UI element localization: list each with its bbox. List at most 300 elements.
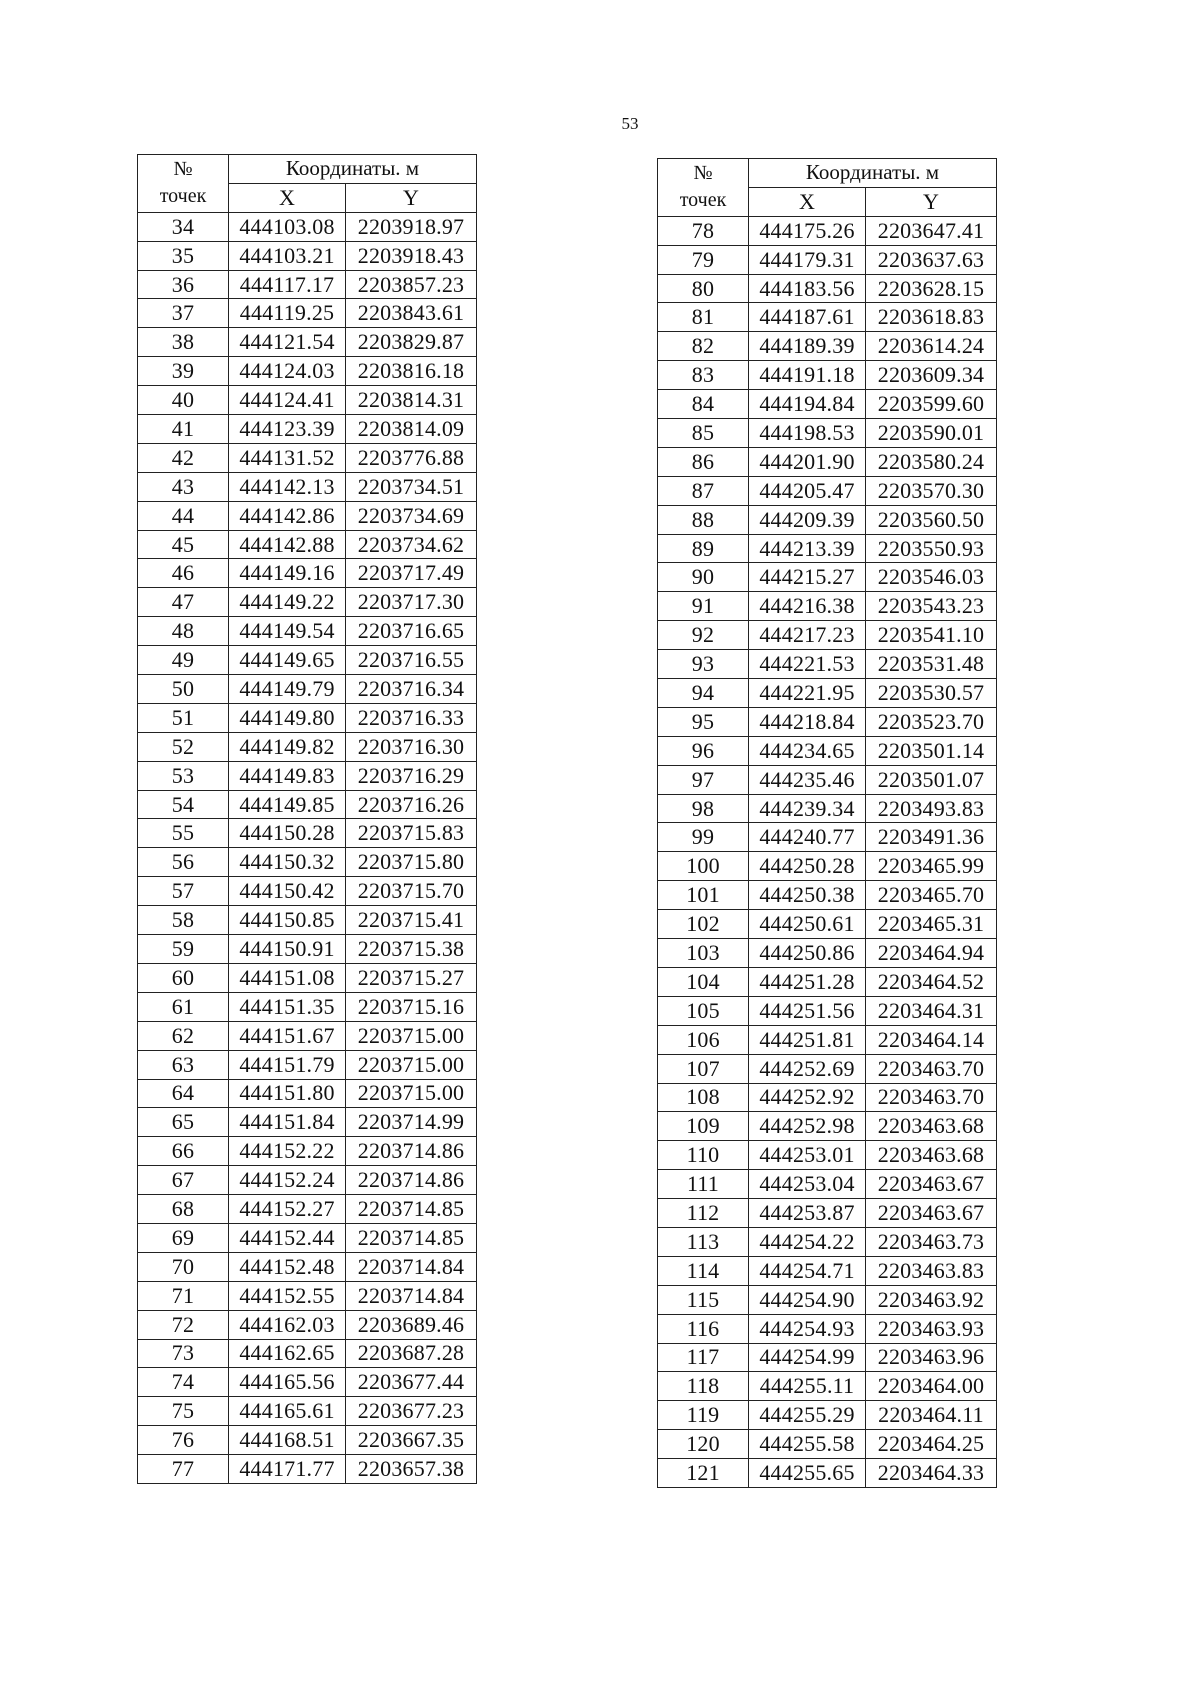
x-coordinate-cell: 444149.54 (229, 617, 346, 646)
point-number-cell: 70 (138, 1252, 229, 1281)
table-row (138, 1166, 477, 1195)
table-row (658, 765, 997, 794)
y-coordinate-cell: 2203523.70 (866, 707, 997, 736)
y-coordinate-cell: 2203918.43 (346, 241, 477, 270)
y-coordinate-cell: 2203464.33 (866, 1459, 997, 1488)
point-number-cell: 102 (658, 910, 749, 939)
x-coordinate-cell: 444239.34 (749, 794, 866, 823)
x-coordinate-cell: 444198.53 (749, 419, 866, 448)
table-row (658, 1025, 997, 1054)
table-row (138, 617, 477, 646)
y-coordinate-cell: 2203463.73 (866, 1227, 997, 1256)
table-row (138, 992, 477, 1021)
y-coordinate-cell: 2203464.31 (866, 996, 997, 1025)
point-number-cell: 50 (138, 675, 229, 704)
y-coordinate-cell: 2203463.70 (866, 1083, 997, 1112)
table-row (138, 732, 477, 761)
table-row (138, 241, 477, 270)
x-coordinate-cell: 444151.67 (229, 1021, 346, 1050)
x-coordinate-cell: 444201.90 (749, 447, 866, 476)
y-coordinate-cell: 2203714.84 (346, 1281, 477, 1310)
point-number-cell: 49 (138, 646, 229, 675)
x-coordinate-cell: 444124.03 (229, 357, 346, 386)
x-coordinate-cell: 444255.65 (749, 1459, 866, 1488)
table-row (658, 679, 997, 708)
table-row (138, 906, 477, 935)
y-coordinate-cell: 2203717.30 (346, 588, 477, 617)
table-row (138, 270, 477, 299)
y-coordinate-cell: 2203714.86 (346, 1166, 477, 1195)
table-row (658, 996, 997, 1025)
table-row (138, 1281, 477, 1310)
table-row (138, 1368, 477, 1397)
point-number-cell: 103 (658, 939, 749, 968)
point-number-cell: 86 (658, 447, 749, 476)
coordinates-header: Координаты. м (749, 159, 997, 188)
page-number: 53 (621, 114, 639, 133)
y-coordinate-cell: 2203776.88 (346, 443, 477, 472)
table-row (658, 707, 997, 736)
x-coordinate-cell: 444152.27 (229, 1195, 346, 1224)
x-coordinate-cell: 444221.53 (749, 650, 866, 679)
table-row (138, 328, 477, 357)
table-row (138, 646, 477, 675)
table-row (138, 1021, 477, 1050)
y-coordinate-cell: 2203716.34 (346, 675, 477, 704)
y-coordinate-cell: 2203501.07 (866, 765, 997, 794)
x-coordinate-cell: 444151.79 (229, 1050, 346, 1079)
table-row (658, 1227, 997, 1256)
x-coordinate-cell: 444152.22 (229, 1137, 346, 1166)
table-row (658, 1459, 997, 1488)
table-row (658, 274, 997, 303)
y-coordinate-cell: 2203465.99 (866, 852, 997, 881)
x-coordinate-cell: 444152.44 (229, 1223, 346, 1252)
y-coordinate-cell: 2203463.67 (866, 1170, 997, 1199)
x-coordinate-cell: 444123.39 (229, 415, 346, 444)
point-number-cell: 68 (138, 1195, 229, 1224)
x-coordinate-cell: 444254.71 (749, 1256, 866, 1285)
x-coordinate-cell: 444131.52 (229, 443, 346, 472)
x-coordinate-cell: 444254.99 (749, 1343, 866, 1372)
point-number-cell: 72 (138, 1310, 229, 1339)
coordinates-table-left (137, 154, 477, 1484)
x-coordinate-cell: 444240.77 (749, 823, 866, 852)
point-number-cell: 61 (138, 992, 229, 1021)
y-coordinate-cell: 2203543.23 (866, 592, 997, 621)
table-row (658, 1430, 997, 1459)
x-coordinate-cell: 444235.46 (749, 765, 866, 794)
y-coordinate-cell: 2203716.26 (346, 790, 477, 819)
x-coordinate-cell: 444142.88 (229, 530, 346, 559)
x-coordinate-cell: 444162.03 (229, 1310, 346, 1339)
x-coordinate-cell: 444119.25 (229, 299, 346, 328)
x-coordinate-cell: 444255.58 (749, 1430, 866, 1459)
y-coordinate-cell: 2203734.62 (346, 530, 477, 559)
table-row (138, 1426, 477, 1455)
point-number-cell: 104 (658, 967, 749, 996)
table-row (138, 501, 477, 530)
table-row (658, 592, 997, 621)
table-row (138, 819, 477, 848)
x-coordinate-cell: 444250.61 (749, 910, 866, 939)
table-row (658, 1083, 997, 1112)
table-row (658, 1343, 997, 1372)
point-number-header: № точек (138, 155, 229, 213)
x-coordinate-cell: 444213.39 (749, 534, 866, 563)
y-coordinate-cell: 2203628.15 (866, 274, 997, 303)
y-column-header: Y (866, 187, 997, 216)
table-body (658, 216, 997, 1487)
coordinates-header: Координаты. м (229, 155, 477, 184)
table-row (658, 1112, 997, 1141)
x-coordinate-cell: 444149.83 (229, 761, 346, 790)
table-row (658, 1141, 997, 1170)
point-number-cell: 77 (138, 1455, 229, 1484)
table-body (138, 212, 477, 1483)
table-row (138, 1137, 477, 1166)
point-number-cell: 38 (138, 328, 229, 357)
table-row (138, 1050, 477, 1079)
point-number-cell: 57 (138, 877, 229, 906)
table-row (138, 1397, 477, 1426)
table-row (658, 881, 997, 910)
y-coordinate-cell: 2203580.24 (866, 447, 997, 476)
point-number-cell: 45 (138, 530, 229, 559)
point-number-cell: 100 (658, 852, 749, 881)
point-number-cell: 96 (658, 736, 749, 765)
table-row (658, 390, 997, 419)
y-coordinate-cell: 2203716.33 (346, 703, 477, 732)
point-number-cell: 42 (138, 443, 229, 472)
y-coordinate-cell: 2203843.61 (346, 299, 477, 328)
point-number-cell: 117 (658, 1343, 749, 1372)
x-coordinate-cell: 444103.08 (229, 212, 346, 241)
x-coordinate-cell: 444149.82 (229, 732, 346, 761)
y-coordinate-cell: 2203618.83 (866, 303, 997, 332)
coordinates-table-right (657, 158, 997, 1488)
point-number-cell: 108 (658, 1083, 749, 1112)
table-row (138, 472, 477, 501)
x-coordinate-cell: 444252.92 (749, 1083, 866, 1112)
y-coordinate-cell: 2203715.16 (346, 992, 477, 1021)
table-row (658, 361, 997, 390)
y-coordinate-cell: 2203550.93 (866, 534, 997, 563)
y-coordinate-cell: 2203715.70 (346, 877, 477, 906)
y-coordinate-cell: 2203541.10 (866, 621, 997, 650)
point-number-cell: 47 (138, 588, 229, 617)
y-coordinate-cell: 2203715.00 (346, 1050, 477, 1079)
y-coordinate-cell: 2203814.09 (346, 415, 477, 444)
point-number-cell: 98 (658, 794, 749, 823)
table-row (138, 1079, 477, 1108)
table-row (138, 790, 477, 819)
x-coordinate-cell: 444253.01 (749, 1141, 866, 1170)
x-coordinate-cell: 444149.22 (229, 588, 346, 617)
table-row (658, 794, 997, 823)
x-coordinate-cell: 444165.56 (229, 1368, 346, 1397)
table-row (658, 447, 997, 476)
x-coordinate-cell: 444149.85 (229, 790, 346, 819)
y-coordinate-cell: 2203734.69 (346, 501, 477, 530)
table-row (658, 476, 997, 505)
y-coordinate-cell: 2203716.29 (346, 761, 477, 790)
point-number-cell: 112 (658, 1199, 749, 1228)
point-number-cell: 101 (658, 881, 749, 910)
y-coordinate-cell: 2203570.30 (866, 476, 997, 505)
table-row (658, 1285, 997, 1314)
y-coordinate-cell: 2203647.41 (866, 216, 997, 245)
x-coordinate-cell: 444253.04 (749, 1170, 866, 1199)
point-number-cell: 43 (138, 472, 229, 501)
table-row (138, 1310, 477, 1339)
y-column-header: Y (346, 183, 477, 212)
point-number-cell: 48 (138, 617, 229, 646)
point-number-cell: 54 (138, 790, 229, 819)
point-number-cell: 46 (138, 559, 229, 588)
y-coordinate-cell: 2203463.83 (866, 1256, 997, 1285)
x-coordinate-cell: 444150.32 (229, 848, 346, 877)
y-coordinate-cell: 2203501.14 (866, 736, 997, 765)
x-coordinate-cell: 444254.22 (749, 1227, 866, 1256)
y-coordinate-cell: 2203463.68 (866, 1141, 997, 1170)
point-number-cell: 84 (658, 390, 749, 419)
x-coordinate-cell: 444221.95 (749, 679, 866, 708)
y-coordinate-cell: 2203463.93 (866, 1314, 997, 1343)
y-coordinate-cell: 2203715.80 (346, 848, 477, 877)
point-number-cell: 120 (658, 1430, 749, 1459)
table-row (138, 703, 477, 732)
point-number-cell: 40 (138, 386, 229, 415)
y-coordinate-cell: 2203677.23 (346, 1397, 477, 1426)
y-coordinate-cell: 2203546.03 (866, 563, 997, 592)
table-row (138, 443, 477, 472)
point-number-cell: 64 (138, 1079, 229, 1108)
table-row (658, 650, 997, 679)
table-row (658, 1170, 997, 1199)
x-coordinate-cell: 444251.81 (749, 1025, 866, 1054)
table-row (138, 761, 477, 790)
point-number-cell: 116 (658, 1314, 749, 1343)
x-coordinate-cell: 444152.48 (229, 1252, 346, 1281)
table-row (658, 852, 997, 881)
point-number-cell: 60 (138, 963, 229, 992)
table-row (138, 415, 477, 444)
y-coordinate-cell: 2203716.55 (346, 646, 477, 675)
y-coordinate-cell: 2203814.31 (346, 386, 477, 415)
y-coordinate-cell: 2203599.60 (866, 390, 997, 419)
point-number-cell: 62 (138, 1021, 229, 1050)
point-number-cell: 56 (138, 848, 229, 877)
x-coordinate-cell: 444150.85 (229, 906, 346, 935)
y-coordinate-cell: 2203918.97 (346, 212, 477, 241)
x-coordinate-cell: 444191.18 (749, 361, 866, 390)
x-coordinate-cell: 444149.65 (229, 646, 346, 675)
x-coordinate-cell: 444250.28 (749, 852, 866, 881)
x-coordinate-cell: 444165.61 (229, 1397, 346, 1426)
table-row (658, 1314, 997, 1343)
x-coordinate-cell: 444171.77 (229, 1455, 346, 1484)
point-number-cell: 85 (658, 419, 749, 448)
x-coordinate-cell: 444168.51 (229, 1426, 346, 1455)
point-number-cell: 66 (138, 1137, 229, 1166)
point-number-cell: 78 (658, 216, 749, 245)
point-number-cell: 99 (658, 823, 749, 852)
point-number-cell: 109 (658, 1112, 749, 1141)
x-coordinate-cell: 444250.38 (749, 881, 866, 910)
point-number-cell: 93 (658, 650, 749, 679)
point-number-cell: 95 (658, 707, 749, 736)
point-number-cell: 88 (658, 505, 749, 534)
y-coordinate-cell: 2203657.38 (346, 1455, 477, 1484)
table-row (138, 357, 477, 386)
x-coordinate-cell: 444152.55 (229, 1281, 346, 1310)
x-coordinate-cell: 444251.28 (749, 967, 866, 996)
table-row (138, 1195, 477, 1224)
point-number-cell: 35 (138, 241, 229, 270)
table-row (138, 1455, 477, 1484)
x-coordinate-cell: 444183.56 (749, 274, 866, 303)
x-coordinate-cell: 444217.23 (749, 621, 866, 650)
y-coordinate-cell: 2203637.63 (866, 245, 997, 274)
y-coordinate-cell: 2203614.24 (866, 332, 997, 361)
point-number-cell: 115 (658, 1285, 749, 1314)
point-number-cell: 105 (658, 996, 749, 1025)
table-row (138, 559, 477, 588)
point-number-cell: 41 (138, 415, 229, 444)
y-coordinate-cell: 2203667.35 (346, 1426, 477, 1455)
x-coordinate-cell: 444254.90 (749, 1285, 866, 1314)
point-number-cell: 121 (658, 1459, 749, 1488)
table-row (138, 212, 477, 241)
y-coordinate-cell: 2203463.92 (866, 1285, 997, 1314)
y-coordinate-cell: 2203715.27 (346, 963, 477, 992)
point-number-cell: 97 (658, 765, 749, 794)
table-row (138, 1108, 477, 1137)
x-coordinate-cell: 444162.65 (229, 1339, 346, 1368)
x-coordinate-cell: 444175.26 (749, 216, 866, 245)
y-coordinate-cell: 2203714.99 (346, 1108, 477, 1137)
x-coordinate-cell: 444234.65 (749, 736, 866, 765)
x-coordinate-cell: 444103.21 (229, 241, 346, 270)
point-number-cell: 107 (658, 1054, 749, 1083)
x-coordinate-cell: 444255.29 (749, 1401, 866, 1430)
x-coordinate-cell: 444151.35 (229, 992, 346, 1021)
table-row (658, 910, 997, 939)
point-number-cell: 87 (658, 476, 749, 505)
y-coordinate-cell: 2203714.85 (346, 1223, 477, 1252)
point-number-cell: 119 (658, 1401, 749, 1430)
y-coordinate-cell: 2203716.30 (346, 732, 477, 761)
x-coordinate-cell: 444150.91 (229, 935, 346, 964)
y-coordinate-cell: 2203465.31 (866, 910, 997, 939)
y-coordinate-cell: 2203714.85 (346, 1195, 477, 1224)
table-row (138, 530, 477, 559)
y-coordinate-cell: 2203463.67 (866, 1199, 997, 1228)
point-number-cell: 74 (138, 1368, 229, 1397)
point-number-cell: 39 (138, 357, 229, 386)
point-number-cell: 94 (658, 679, 749, 708)
point-number-cell: 114 (658, 1256, 749, 1285)
x-coordinate-cell: 444253.87 (749, 1199, 866, 1228)
table-row (658, 1199, 997, 1228)
x-column-header: X (749, 187, 866, 216)
point-number-cell: 82 (658, 332, 749, 361)
table-row (658, 621, 997, 650)
table-row (658, 736, 997, 765)
y-coordinate-cell: 2203734.51 (346, 472, 477, 501)
x-column-header: X (229, 183, 346, 212)
table-row (658, 332, 997, 361)
y-coordinate-cell: 2203609.34 (866, 361, 997, 390)
point-number-cell: 81 (658, 303, 749, 332)
point-number-cell: 83 (658, 361, 749, 390)
y-coordinate-cell: 2203715.83 (346, 819, 477, 848)
point-number-cell: 91 (658, 592, 749, 621)
x-coordinate-cell: 444151.80 (229, 1079, 346, 1108)
x-coordinate-cell: 444254.93 (749, 1314, 866, 1343)
table-row (138, 1339, 477, 1368)
point-number-cell: 65 (138, 1108, 229, 1137)
y-coordinate-cell: 2203717.49 (346, 559, 477, 588)
point-number-cell: 59 (138, 935, 229, 964)
point-number-cell: 71 (138, 1281, 229, 1310)
y-coordinate-cell: 2203715.38 (346, 935, 477, 964)
point-number-cell: 63 (138, 1050, 229, 1079)
table-row (658, 1256, 997, 1285)
point-number-header: № точек (658, 159, 749, 217)
x-coordinate-cell: 444149.80 (229, 703, 346, 732)
x-coordinate-cell: 444152.24 (229, 1166, 346, 1195)
point-number-cell: 106 (658, 1025, 749, 1054)
y-coordinate-cell: 2203464.00 (866, 1372, 997, 1401)
y-coordinate-cell: 2203465.70 (866, 881, 997, 910)
y-coordinate-cell: 2203714.86 (346, 1137, 477, 1166)
point-number-cell: 79 (658, 245, 749, 274)
x-coordinate-cell: 444117.17 (229, 270, 346, 299)
y-coordinate-cell: 2203464.52 (866, 967, 997, 996)
table-row (658, 419, 997, 448)
x-coordinate-cell: 444142.86 (229, 501, 346, 530)
x-coordinate-cell: 444209.39 (749, 505, 866, 534)
point-number-cell: 76 (138, 1426, 229, 1455)
point-number-cell: 36 (138, 270, 229, 299)
y-coordinate-cell: 2203464.11 (866, 1401, 997, 1430)
x-coordinate-cell: 444150.28 (229, 819, 346, 848)
table-row (138, 1252, 477, 1281)
y-coordinate-cell: 2203464.25 (866, 1430, 997, 1459)
table-row (138, 1223, 477, 1252)
y-coordinate-cell: 2203715.41 (346, 906, 477, 935)
table-row (658, 303, 997, 332)
point-number-cell: 73 (138, 1339, 229, 1368)
x-coordinate-cell: 444250.86 (749, 939, 866, 968)
y-coordinate-cell: 2203715.00 (346, 1021, 477, 1050)
table-row (138, 386, 477, 415)
point-number-cell: 80 (658, 274, 749, 303)
y-coordinate-cell: 2203829.87 (346, 328, 477, 357)
table-row (138, 848, 477, 877)
table-row (658, 1372, 997, 1401)
y-coordinate-cell: 2203677.44 (346, 1368, 477, 1397)
point-number-cell: 111 (658, 1170, 749, 1199)
table-row (138, 675, 477, 704)
table-row (658, 939, 997, 968)
point-number-cell: 37 (138, 299, 229, 328)
x-coordinate-cell: 444216.38 (749, 592, 866, 621)
point-number-cell: 52 (138, 732, 229, 761)
table-row (658, 534, 997, 563)
